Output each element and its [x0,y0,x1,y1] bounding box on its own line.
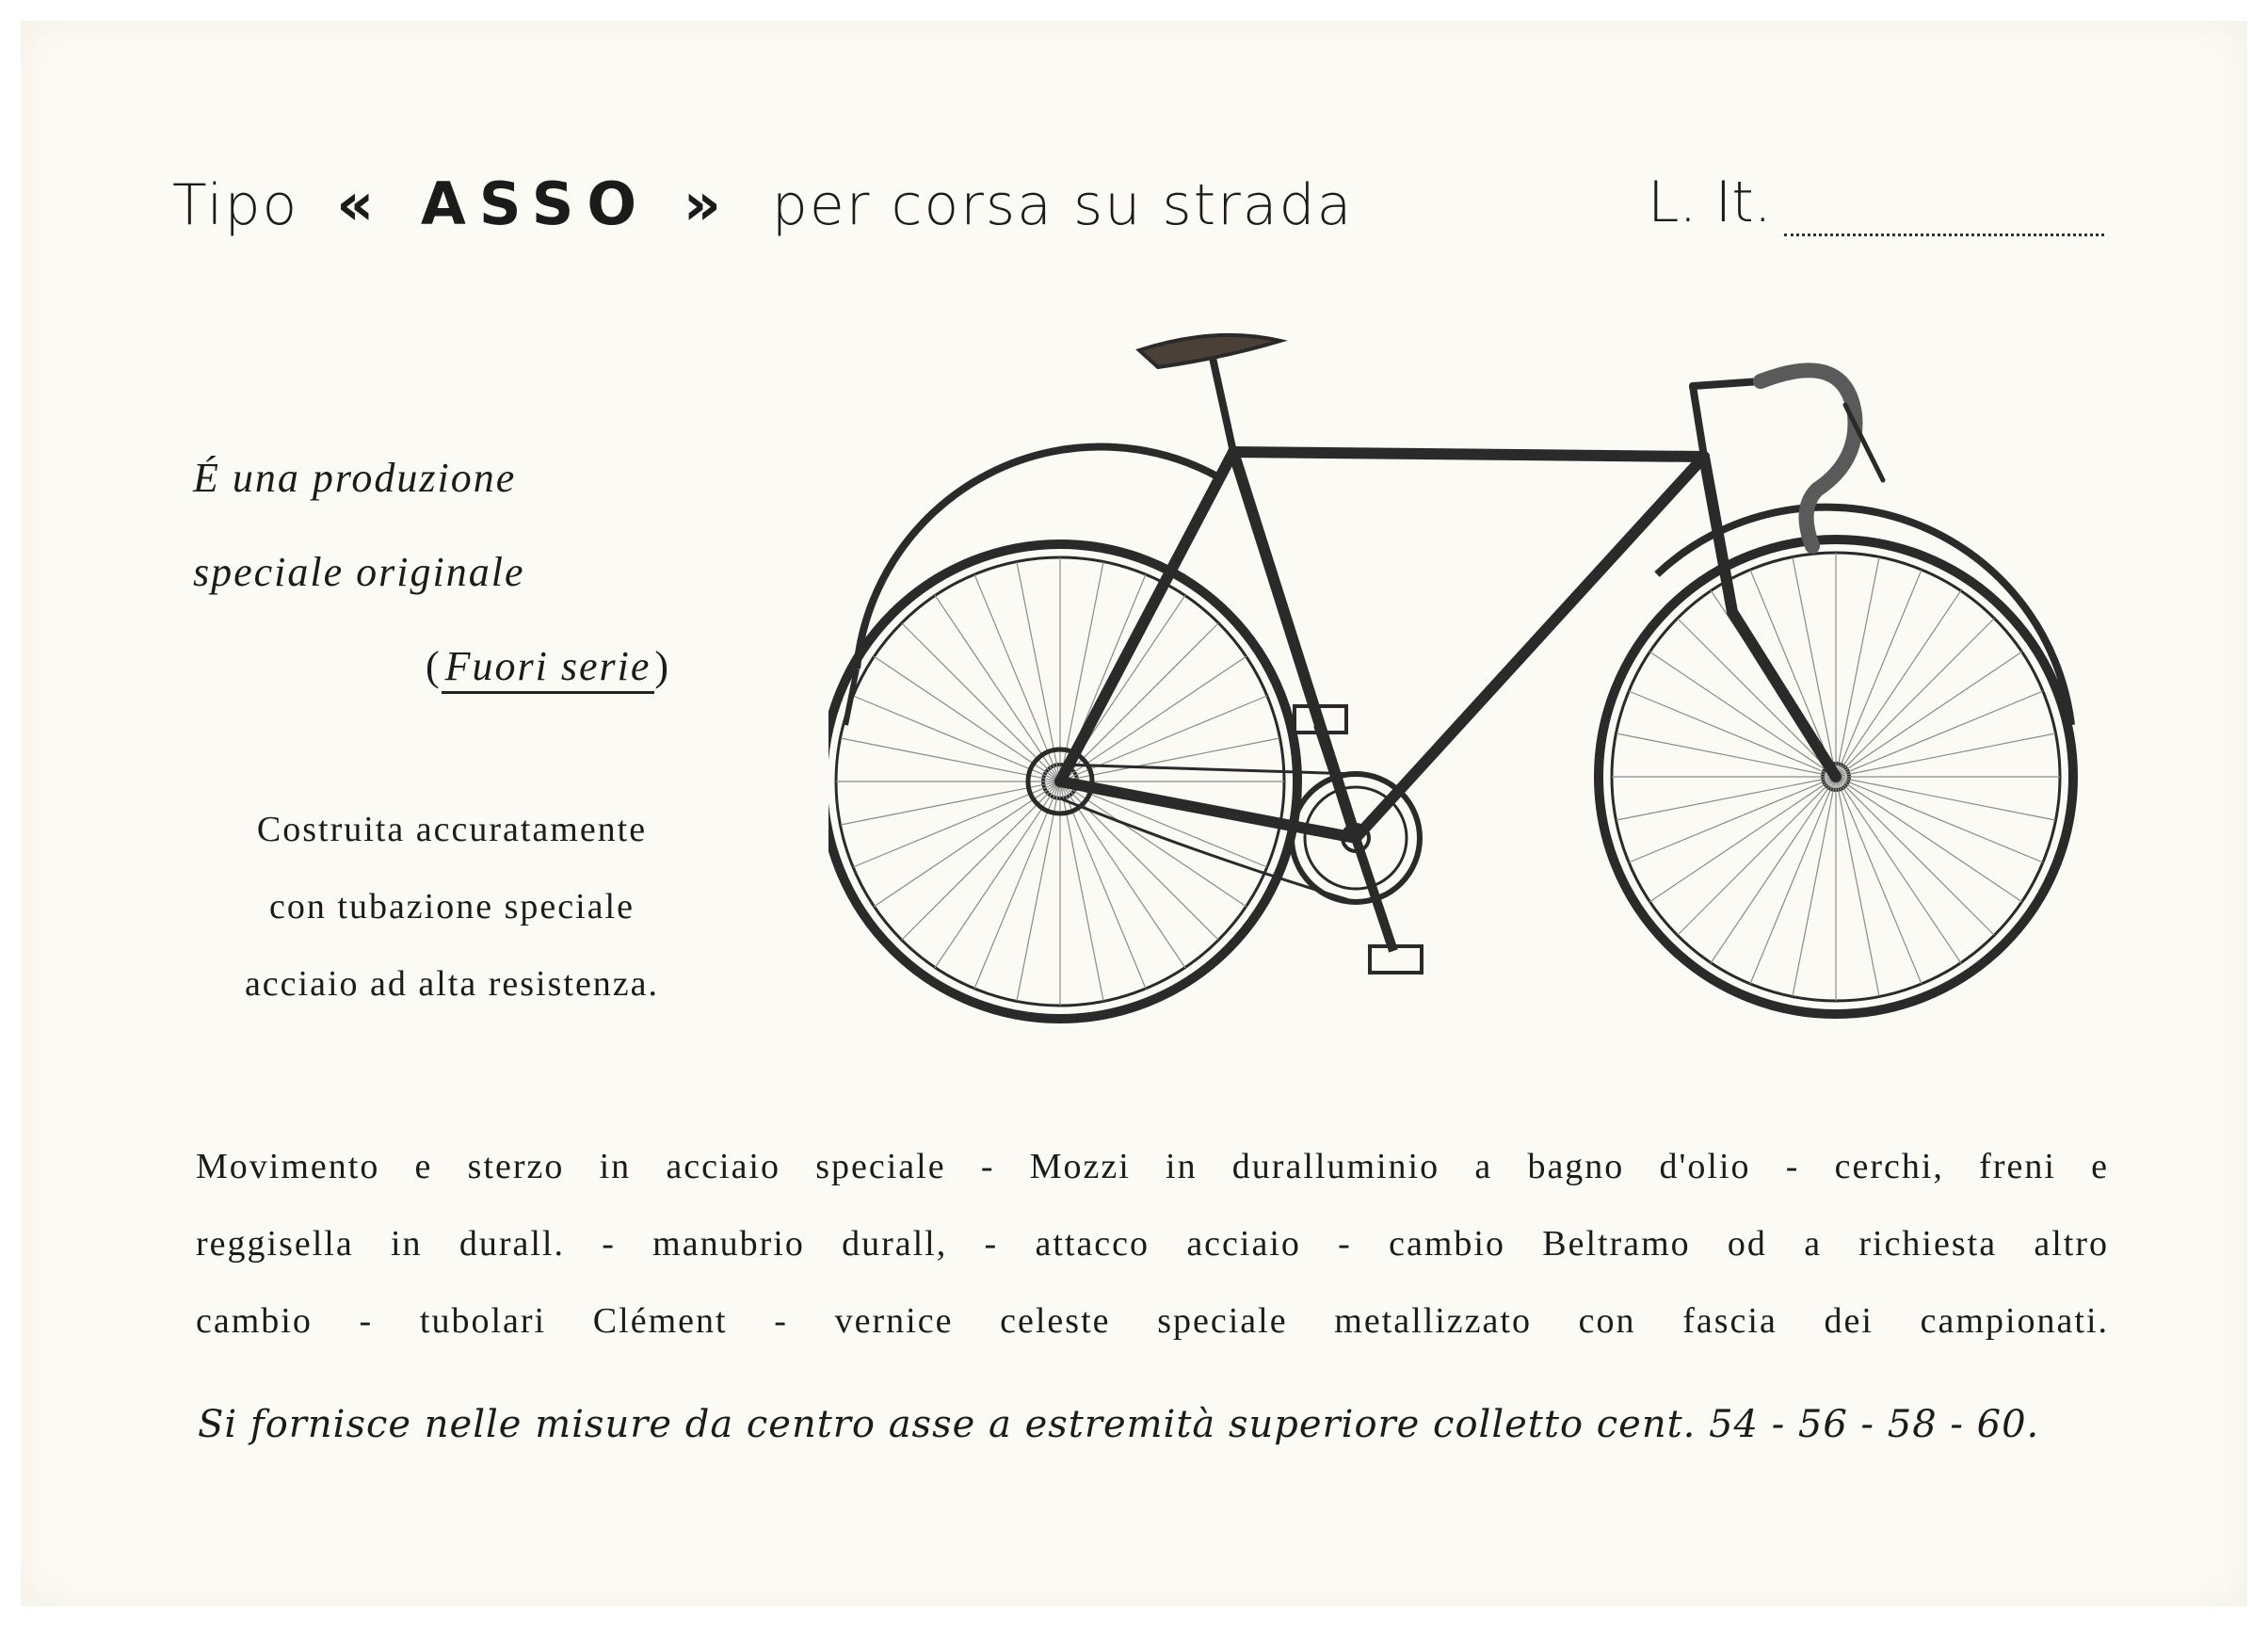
construction-line: Costruita accuratamente [256,810,648,849]
rear-wheel [828,446,1297,1019]
spec-line: reggisella in durall. - manubrio durall, - attacco acciaio - cambio Beltramo od a richiesta altro [196,1224,2109,1264]
construction-text [188,791,716,1023]
intro-line-2: speciale originale [193,549,525,595]
paren-close: ) [654,643,671,689]
frame [1060,452,1836,838]
spec-line: cambio - tubolari Clément - vernice celeste speciale metallizzato con fascia dei campionati. [196,1301,2109,1341]
spec-line: Movimento e sterzo in acciaio speciale - Mozzi in duralluminio a bagno d'olio - cerchi, freni e [196,1147,2109,1186]
page-title [172,169,1353,238]
paren-open: ( [426,643,442,689]
intro-line-1: É una produzione [193,455,517,501]
fuori-serie-note [426,642,670,690]
specifications-text [196,1128,2109,1360]
fuori-serie-label: Fuori serie [442,643,655,694]
title-model: « ASSO » [336,169,734,238]
price-blank-line [1784,234,2104,236]
construction-line: acciaio ad alta resistenza. [244,964,660,1004]
title-suffix: per corsa su strada [771,172,1354,238]
price-label: L. It. [1648,169,1772,235]
title-prefix: Tipo [172,172,299,238]
road-bicycle-illustration [828,330,2081,1064]
front-wheel [1599,507,2073,1014]
sizes-text: Si fornisce nelle misure da centro asse a estremità superiore colletto cent. 54 - 56 - 58 - 60. [198,1403,2040,1446]
construction-line: con tubazione speciale [269,887,635,926]
